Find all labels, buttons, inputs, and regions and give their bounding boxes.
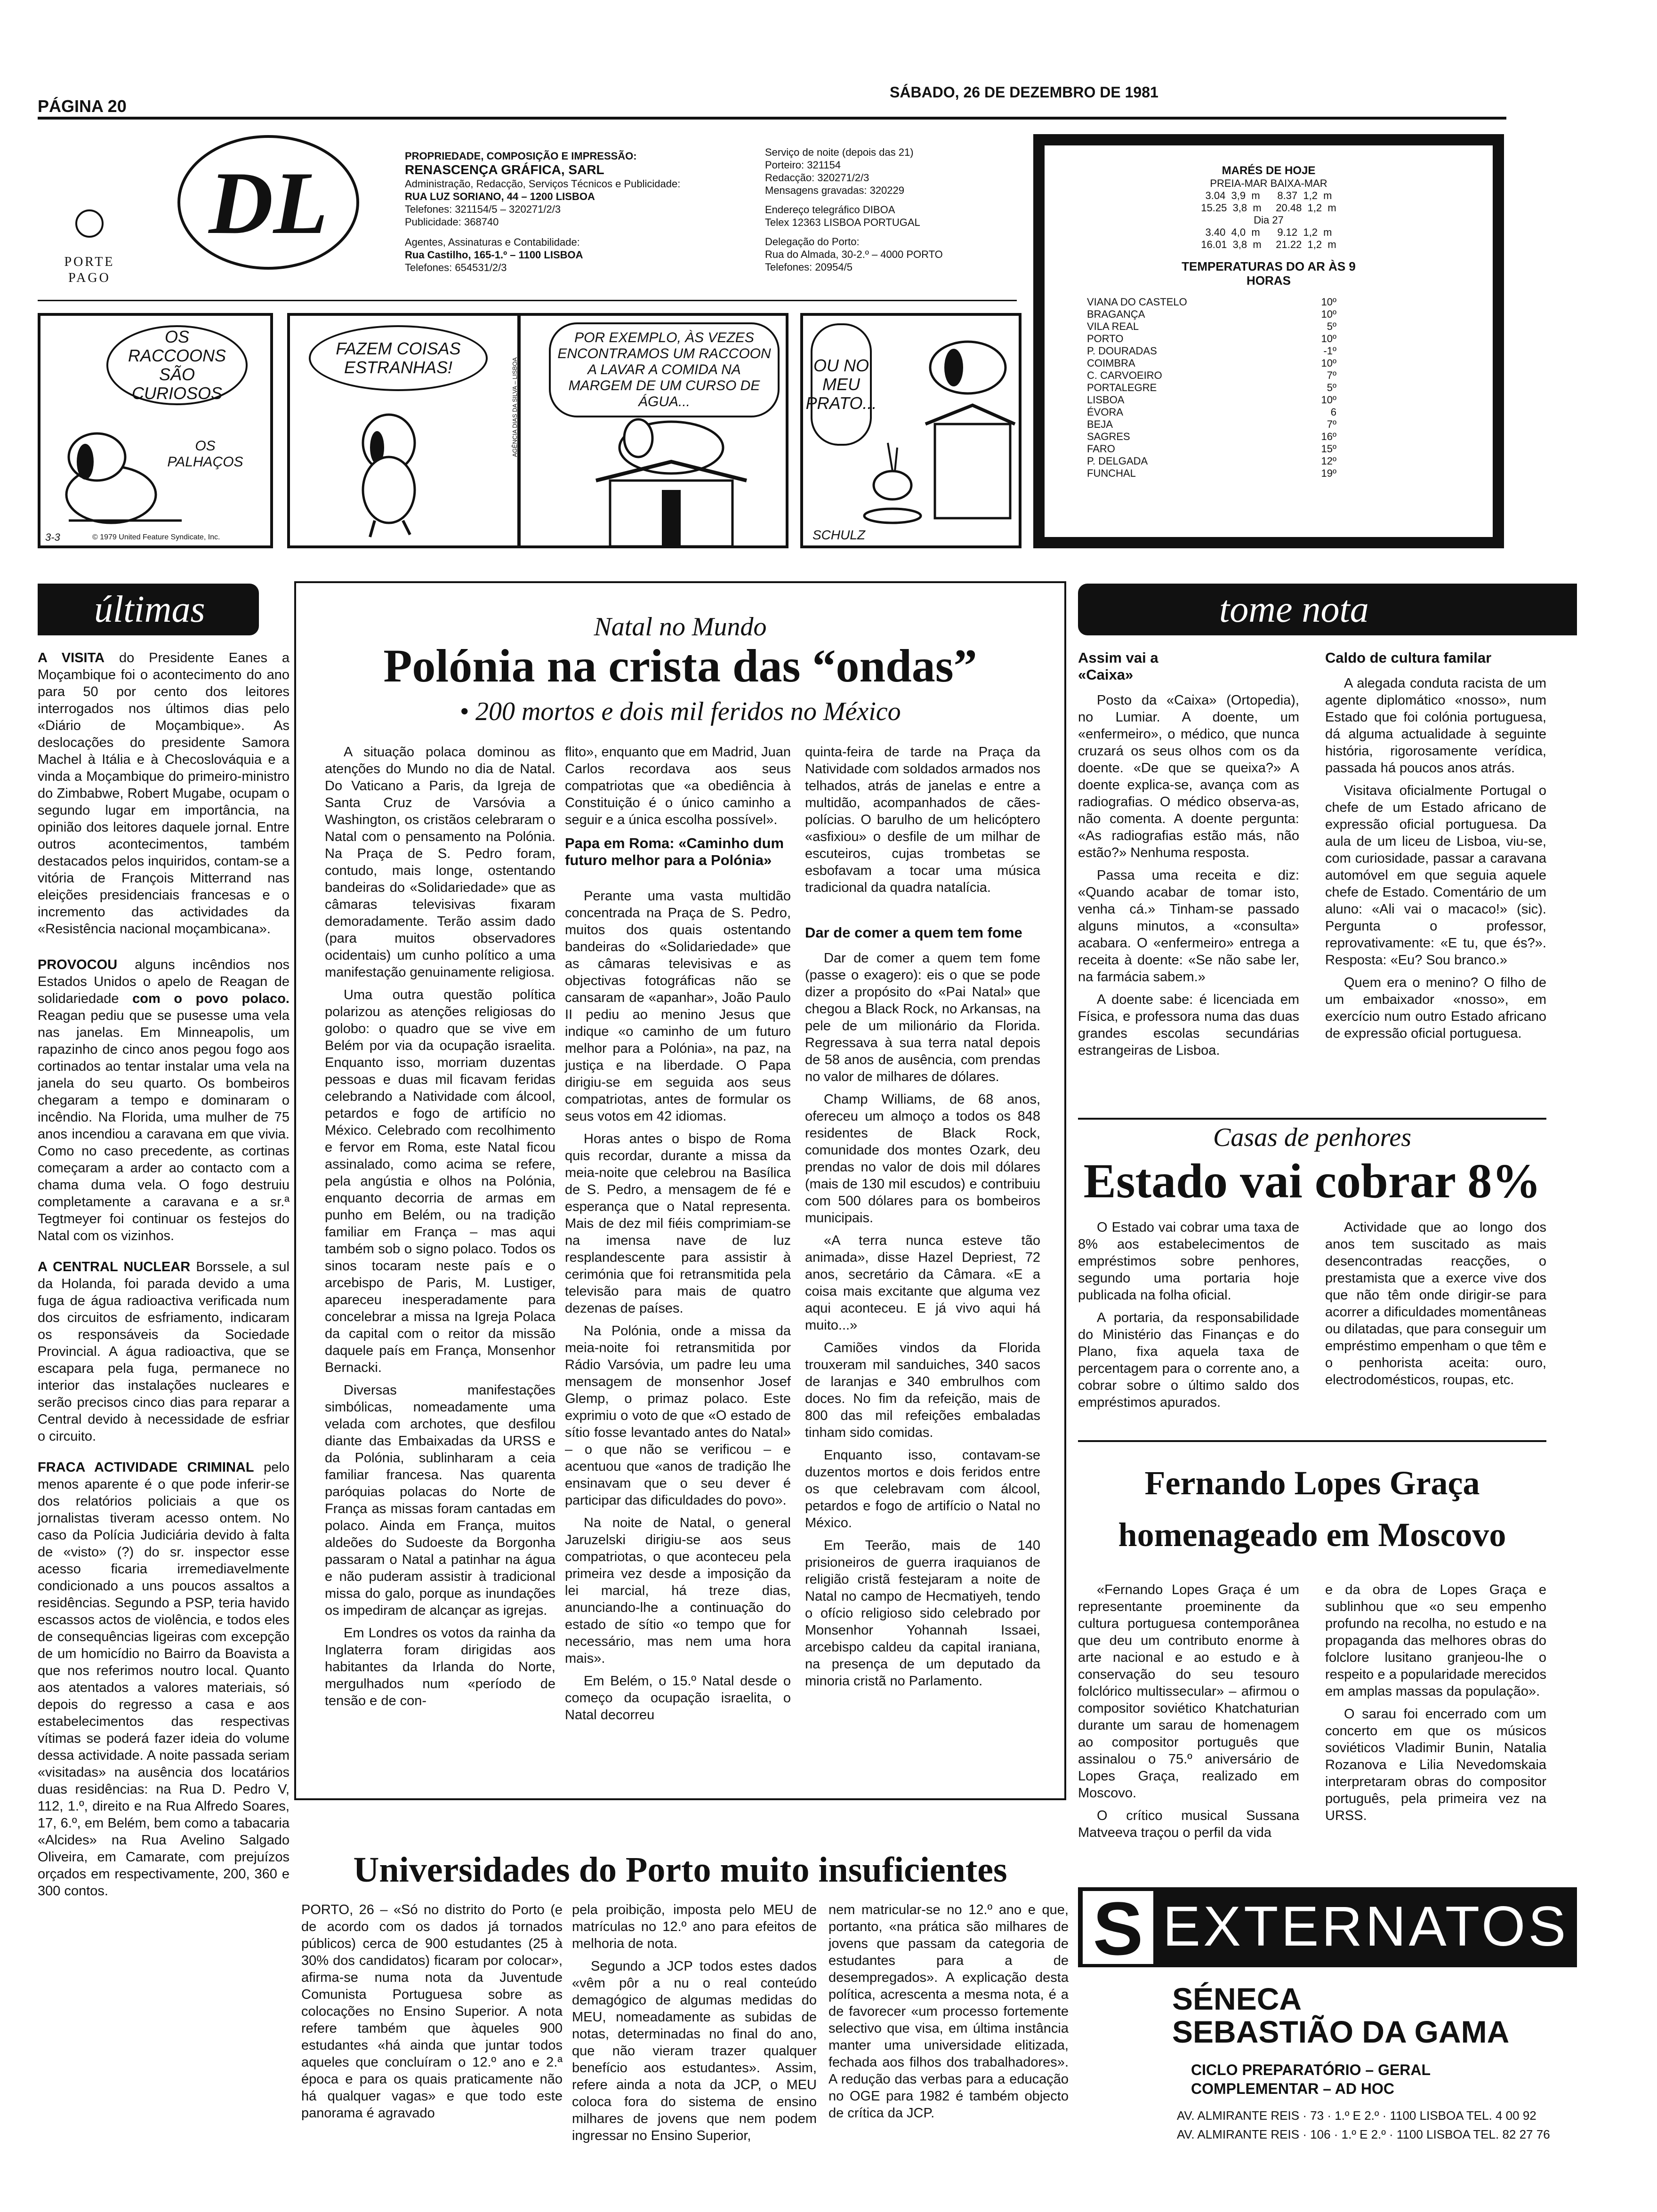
temp-value: 5º bbox=[1327, 321, 1336, 332]
porte-pago: PORTE PAGO bbox=[64, 255, 115, 285]
natal-c1-p2: Uma outra questão política polarizou as atenções religiosas do golobo: o quadro que se vive em Belém por via da ocupação israelita. Enquanto isso, morriam duzentas pessoas e duas mil ficavam feridas celebrando a Natividade com álcool, petardos e fogo de artifício no México. Celebrado com recolhimento e fervor em Roma, este Natal ficou assinalado, como acima se refere, pela angústia e olhos na Polónia, enquanto decorria de armas em punho em Belém, ou na tradição familiar em França – mas aqui também sob o signo polaco. Todos os sinos tocaram neste país e o arcebispo de Paris, M. Lustiger, apareceu inesperadamente para concelebrar a missa na Igreja Polaca da capital com o reitor da missão daquele país em França, Monsenhor Bernacki. bbox=[325, 987, 555, 1375]
temp-value: 5º bbox=[1327, 382, 1336, 393]
temp-city: FUNCHAL bbox=[1087, 467, 1136, 479]
comic-bubble-1b: OS PALHAÇOS bbox=[167, 438, 243, 470]
graca-headline-2: homenageado em Moscovo bbox=[1118, 1516, 1506, 1554]
natal-col-1 bbox=[325, 744, 555, 1715]
temp-city: ÉVORA bbox=[1087, 406, 1124, 418]
temp-city: P. DELGADA bbox=[1087, 455, 1148, 467]
porter-phone: Porteiro: 321154 bbox=[765, 159, 841, 171]
temp-row bbox=[1087, 418, 1336, 431]
temp-city: LISBOA bbox=[1087, 394, 1125, 406]
comic-code: 3-3 bbox=[45, 531, 60, 543]
temp-row bbox=[1087, 431, 1336, 443]
night-service: Serviço de noite (depois das 21) bbox=[765, 146, 914, 158]
univ-col-2 bbox=[572, 1901, 817, 2150]
admin-text: Administração, Redacção, Serviços Técnicos e Publicidade: bbox=[405, 178, 681, 190]
temp-row bbox=[1087, 455, 1336, 467]
temp-row bbox=[1087, 382, 1336, 394]
univ-c2-p2: Segundo a JCP todos estes dados «vêm pôr a nu o real conteúdo demagógico de algumas medidas do MEU, nomeadamente as subidas de notas, determinadas no final do ano, que não vieram trazer qualquer benefício aos estudantes». Assim, refere ainda a nota da JCP, o MEU coloca fora do sistema de ensino milhares de jovens que nem podem ingressar no Ensino Superior, bbox=[572, 1959, 817, 2143]
page-number: PÁGINA 20 bbox=[38, 96, 127, 116]
temp-value: 10º bbox=[1321, 333, 1336, 345]
temp-row bbox=[1087, 467, 1336, 480]
masthead-ownership bbox=[405, 150, 744, 274]
natal-c2-p3: Na Polónia, onde a missa da meia-noite foi retransmitida por Rádio Varsóvia, um padre leu uma mensagem de monsenhor Josef Glemp, o primaz polaco. Este exprimiu o voto de que «O estado de sítio fosse levantado antes do Natal» – o que não se verificou – e acentuou que «anos de tradição lhe ensinavam que o seu dever é participar das dificuldades do povo». bbox=[565, 1323, 791, 1508]
temps-title: TEMPERATURAS DO AR ÀS 9 HORAS bbox=[1182, 259, 1356, 288]
natal-c1-p1: A situação polaca dominou as atenções do Mundo no dia de Natal. Do Vaticano a Paris, da Igreja de Santa Cruz de Varsóvia a Washington, os cristãos celebraram o Natal com o pensamento na Polónia. Na Praça de S. Pedro foram, contudo, mais longe, ostentando bandeiras do «Solidariedade» que as câmaras televisivas fixaram demoradamente. Terão assim dado (para muitos observadores ocidentais) um cunho político a uma manifestação genuinamente religiosa. bbox=[325, 745, 555, 980]
tides-title: MARÉS DE HOJE bbox=[1222, 164, 1316, 177]
natal-kicker: Natal no Mundo bbox=[594, 612, 767, 641]
doghouse-icon bbox=[582, 410, 761, 546]
comic-panel-4 bbox=[800, 313, 1022, 548]
natal-c3-p4: Camiões vindos da Florida trouxeram mil sanduiches, 340 sacos de laranjas e 340 embrulhos com doces. No fim da refeição, mais de 800 das mil refeições embaladas tinham sido comidas. bbox=[805, 1340, 1040, 1440]
univ-col-3 bbox=[828, 1901, 1069, 2127]
natal-headline: Polónia na crista das “ondas” bbox=[383, 640, 977, 692]
natal-col-3 bbox=[805, 744, 1040, 1695]
temp-value: 10º bbox=[1321, 357, 1336, 369]
address-text: RUA LUZ SORIANO, 44 – 1200 LISBOA bbox=[405, 191, 595, 202]
tides-header: PREIA-MAR BAIXA-MAR bbox=[1210, 177, 1327, 189]
ultimas-column bbox=[38, 649, 290, 1905]
tome-nota-col-1 bbox=[1078, 649, 1299, 1065]
graca-c1-p1: «Fernando Lopes Graça é um representante proeminente da cultura portuguesa contemporânea que deu um contributo enorme à arte nacional e ao estudo e à conservação do seu tesouro folclórico multissecular» – afirmou o compositor soviético Khatchaturian durante um sarau de homenagem ao compositor português que assinalou o 75.º aniversário de Lopes Graça, realizado em Moscovo. bbox=[1078, 1582, 1299, 1801]
temp-city: PORTALEGRE bbox=[1087, 382, 1157, 393]
ad-address-2: AV. ALMIRANTE REIS · 106 · 1.º E 2.º · 1100 LISBOA TEL. 82 27 76 bbox=[1177, 2127, 1550, 2141]
temp-value: -1º bbox=[1323, 345, 1336, 357]
temp-city: BRAGANÇA bbox=[1087, 308, 1145, 320]
weather-inner bbox=[1045, 145, 1493, 537]
univ-c3-p1: nem matricular-se no 12.º ano e que, portanto, «na prática são milhares de jovens que passam da categoria de estudantes para a de desempregados». A explicação desta política, acrescenta a mesma nota, é a de favorecer «um processo fortemente selectivo que visa, em última instância manter uma universidade elitizada, fechada aos filhos dos trabalhadores». A redução das verbas para a educação no OGE para 1982 é também objecto de crítica da JCP. bbox=[828, 1902, 1069, 2121]
temp-city: VILA REAL bbox=[1087, 321, 1139, 332]
natal-c2-p1: Perante uma vasta multidão concentrada na Praça de S. Pedro, muitos dos quais ostentando bandeiras do «Solidariedade» que as câmaras televisivas e as objectivas fotográficas não se cansaram de «apanhar», João Paulo II pediu ao menino Jesus que indique «o caminho de um futuro melhor para a Polónia», na paz, na justiça e na liberdade. O Papa dirigiu-se em seguida aos seus compatriotas, antes de formular os seus votos em 42 idiomas. bbox=[565, 889, 791, 1124]
dl-logo bbox=[169, 132, 367, 273]
universidades-headline: Universidades do Porto muito insuficientes bbox=[353, 1850, 1007, 1890]
natal-c3-p2: Champ Williams, de 68 anos, ofereceu um almoço a todos os 848 residentes de Black Rock, comunidade dos montes Ozark, deu prendas no valor de dois mil dólares (mais de 130 mil escudos) e contribuiu com 500 dólares para os bombeiros municipais. bbox=[805, 1092, 1040, 1226]
graca-col-1 bbox=[1078, 1581, 1299, 1847]
porto-title: Delegação do Porto: bbox=[765, 236, 860, 248]
comic-credit: AGÊNCIA DIAS DA SILVA – LISBOA bbox=[511, 357, 518, 457]
penhores-rule-top bbox=[1078, 1118, 1546, 1120]
natal-c1-p3: Diversas manifestações simbólicas, nomeadamente uma velada com archotes, que desfilou diante das Embaixadas da URSS e da Polónia, sublinharam a ceia familiar francesa. Nas quarenta paróquias polacas do Norte de França as missas foram cantadas em polaco. Ainda em França, muitos aldeões do Sudoeste da Borgonha passaram o Natal a patinhar na água e não puderam assistir à tradicional missa do galo, porque as inundações os impediram de alcançar as igrejas. bbox=[325, 1383, 555, 1618]
temp-value: 6 bbox=[1330, 406, 1336, 418]
univ-c2-p1: pela proibição, imposta pelo MEU de matrículas no 12.º ano para efeitos de melhoria de nota. bbox=[572, 1902, 817, 1951]
s-logo-icon bbox=[1083, 1891, 1153, 1964]
natal-c2-p5: Em Belém, o 15.º Natal desde o começo da ocupação israelita, o Natal decorreu bbox=[565, 1674, 791, 1723]
graca-c2-p2: O sarau foi encerrado com um concerto em que os músicos soviéticos Vladimir Bunin, Natalia Rozanova e Lilia Nevedomskaia interpretaram obras do compositor português, pela primeira vez na URSS. bbox=[1325, 1707, 1546, 1823]
penhores-c1-p1: O Estado vai cobrar uma taxa de 8% aos estabelecimentos de empréstimos sobre penhores, segundo uma portaria hoje publicada na folha oficial. bbox=[1078, 1220, 1299, 1303]
snoopy-lying-icon bbox=[59, 424, 191, 532]
porto-phones: Telefones: 20954/5 bbox=[765, 261, 853, 273]
ad-name-1: SÉNECA bbox=[1172, 1981, 1302, 2016]
agents-text: Agentes, Assinaturas e Contabilidade: bbox=[405, 236, 580, 248]
temp-row bbox=[1087, 308, 1336, 321]
temp-row bbox=[1087, 345, 1336, 357]
natal-c1-p4: Em Londres os votos da rainha da Inglaterra foram dirigidas aos habitantes da Irlanda do Norte, mergulhados num «período de tensão e de con- bbox=[325, 1626, 555, 1708]
comic-copyright: © 1979 United Feature Syndicate, Inc. bbox=[92, 533, 220, 541]
masthead bbox=[38, 127, 1017, 301]
temp-city: P. DOURADAS bbox=[1087, 345, 1157, 357]
temp-city: VIANA DO CASTELO bbox=[1087, 296, 1187, 308]
company-name: RENASCENÇA GRÁFICA, SARL bbox=[405, 162, 604, 177]
ultimas-item-1: A VISITA do Presidente Eanes a Moçambique foi o acontecimento do ano para 50 por cento dos leitores interrogados nos últimos dias pelo «Diário de Moçambique». As deslocações do presidente Samora Machel à Itália e à Checoslováquia e a vinda a Moçambique do primeiro-ministro do Zimbabwe, Robert Mugabe, ocupam o segundo lugar em importância, na opinião dos leitores daquele jornal. Entre outros acontecimentos, também destacados pelos inquiridos, contam-se a vitória de François Mitterrand nas eleições presidenciais francesas e o incremento das actividades da «Resistência nacional moçambicana». bbox=[38, 650, 290, 937]
natal-c3-lead: quinta-feira de tarde na Praça da Natividade com soldados armados nos telhados, atrás de janelas e entre a multidão, acompanhados de cães-polícias. O barulho de um helicóptero «asfixiou» o desfile de um milhar de escuteiros, cujas trombetas se esbofavam a tocar uma música tradicional da quadra natalícia. bbox=[805, 745, 1040, 895]
weather-box bbox=[1033, 134, 1504, 548]
temp-value: 10º bbox=[1321, 394, 1336, 406]
page-date: SÁBADO, 26 DE DEZEMBRO DE 1981 bbox=[890, 84, 1158, 101]
temp-row bbox=[1087, 443, 1336, 455]
penhores-kicker: Casas de penhores bbox=[1213, 1123, 1411, 1152]
graca-headline-1: Fernando Lopes Graça bbox=[1144, 1464, 1480, 1502]
temp-city: C. CARVOEIRO bbox=[1087, 369, 1162, 381]
tide-row: 15.25 3,8 m 20.48 1,2 m bbox=[1201, 202, 1336, 214]
crest-icon bbox=[75, 209, 104, 238]
telegraph: Endereço telegráfico DIBOA bbox=[765, 204, 895, 216]
natal-c3-p5: Enquanto isso, contavam-se duzentos mortos e dois feridos entre os que celebravam com álcool, petardos e fogo de artifício o Natal no México. bbox=[805, 1448, 1040, 1531]
univ-c1-p1: PORTO, 26 – «Só no distrito do Porto (e de acordo com os dados já tornados públicos) cerca de 900 estudantes (25 à 30% dos candidatos) ficaram por colocar», afirma-se numa nota da Juventude Comunista Portuguesa sobre as colocações no Ensino Superior. A nota refere também que àqueles 900 estudantes «há ainda que juntar todos aqueles que concluíram o 12.º ano e 2.ª época e para os quais praticamente não há qualquer vagas» e que todo este panorama é agravado bbox=[301, 1902, 563, 2121]
recorded-phone: Mensagens gravadas: 320229 bbox=[765, 184, 904, 196]
tide-row: 3.40 4,0 m 9.12 1,2 m bbox=[1205, 226, 1332, 238]
temp-row bbox=[1087, 296, 1336, 308]
masthead-services bbox=[765, 146, 1010, 273]
comic-signature: SCHULZ bbox=[812, 528, 866, 542]
univ-col-1 bbox=[301, 1901, 563, 2127]
temp-city: PORTO bbox=[1087, 333, 1124, 345]
temp-city: FARO bbox=[1087, 443, 1115, 455]
temp-city: SAGRES bbox=[1087, 431, 1130, 442]
agents-address: Rua Castilho, 165-1.º – 1100 LISBOA bbox=[405, 249, 583, 261]
temp-value: 15º bbox=[1321, 443, 1336, 455]
caixa-p3: A doente sabe: é licenciada em Física, e professora numa das duas grandes escolas secundárias estrangeiras de Lisboa. bbox=[1078, 992, 1299, 1058]
temp-city: BEJA bbox=[1087, 418, 1113, 430]
phones-text: Telefones: 321154/5 – 320271/2/3 bbox=[405, 203, 561, 215]
caldo-p1: A alegada conduta racista de um agente diplomático «nosso», num Estado que foi colónia portuguesa, dá alguma actualidade à seguinte história, rigorosamente verídica, passada há poucos anos atrás. bbox=[1325, 676, 1546, 776]
graca-c2-p1: e da obra de Lopes Graça e sublinhou que «o seu empenho profundo na recolha, no estudo e na propaganda das melhores obras do folclore lusitano granjeou-lhe o respeito e a popularidade merecidos em amplas massas da população». bbox=[1325, 1582, 1546, 1699]
snoopy-woodstock-icon bbox=[860, 330, 1020, 528]
snoopy-walking-icon bbox=[318, 401, 459, 542]
externatos-brand: EXTERNATOS bbox=[1163, 1895, 1569, 1958]
tides-list bbox=[1045, 190, 1493, 251]
penhores-c2-p1: Actividade que ao longo dos anos tem suscitado as mais desencontradas reacções, o prestamista que a exerce vive dos que não têm onde dirigir-se para acorrer a dificuldades momentâneas ou dilatadas, que para conseguir um empréstimo empenham o que têm e o penhorista aceita: ouro, electrodomésticos, roupas, etc. bbox=[1325, 1220, 1546, 1387]
natal-col-2 bbox=[565, 744, 791, 1729]
temp-row bbox=[1087, 406, 1336, 418]
temp-value: 12º bbox=[1321, 455, 1336, 467]
temp-row bbox=[1087, 369, 1336, 382]
svg-text:DL: DL bbox=[209, 154, 328, 253]
caldo-title: Caldo de cultura familar bbox=[1325, 649, 1492, 666]
tide-row: Dia 27 bbox=[1254, 214, 1284, 226]
externatos-banner bbox=[1078, 1887, 1577, 1967]
comic-bubble-3: POR EXEMPLO, ÀS VEZES ENCONTRAMOS UM RACCOON A LAVAR A COMIDA NA MARGEM DE UM CURSO DE ÁGUA... bbox=[549, 322, 780, 417]
graca-col-2 bbox=[1325, 1581, 1546, 1830]
caixa-p1: Posto da «Caixa» (Ortopedia), no Lumiar. A doente, um «enfermeiro», o médico, que nunca cruzará os seus olhos com os da doente. «De que se queixa?» A doente explica-se, avança com as radiografias. O médico observa-as, não comenta. A doente pergunta: «As radiografias estão más, não estão?» Nenhuma resposta. bbox=[1078, 693, 1299, 860]
comic-panel-3 bbox=[511, 313, 788, 548]
penhores-col-2 bbox=[1325, 1219, 1546, 1394]
penhores-c1-p2: A portaria, da responsabilidade do Ministério das Finanças e do Plano, fixa aquela taxa de percentagem para o corrente ano, a cobrar sobre o último saldo dos empréstimos apurados. bbox=[1078, 1310, 1299, 1410]
penhores-rule-bottom bbox=[1078, 1440, 1546, 1442]
ultimas-item-2: PROVOCOU alguns incêndios nos Estados Unidos o apelo de Reagan de solidariedade com o povo polaco. Reagan pediu que se pusesse uma vela nas janelas. Em Minneapolis, um rapazinho de cinco anos pegou fogo aos cortinados ao tentar instalar uma vela na janela do seu quarto. Os bombeiros chegaram a tempo e dominaram o incêndio. Na Florida, uma mulher de 75 anos incendiou a caravana em que vivia. Como no caso precedente, as cortinas começaram a arder ao contacto com a chama duma vela. O fogo destruiu completamente a caravana e a sr.ª Tegtmeyer foi continuar os festejos do Natal com os vizinhos. bbox=[38, 957, 290, 1243]
header-rule bbox=[38, 117, 1506, 120]
temp-value: 7º bbox=[1327, 418, 1336, 430]
section-ultimas-tab: últimas bbox=[38, 584, 259, 635]
penhores-col-1 bbox=[1078, 1219, 1299, 1417]
tome-nota-col-2 bbox=[1325, 649, 1546, 1048]
temp-row bbox=[1087, 394, 1336, 406]
porto-address: Rua do Almada, 30-2.º – 4000 PORTO bbox=[765, 248, 943, 260]
caldo-p2: Visitava oficialmente Portugal o chefe de um Estado africano de expressão oficial portuguesa. Da aula de um liceu de Lisboa, viu-se, com curiosidade, passar a caravana automóvel em que seguia aquele chefe de Estado. Comentário de um aluno: «Ali vai o macaco!» (sic). Pergunta o professor, reprovativamente: «E tu, que és?». Resposta: «Eu? Sou branco.» bbox=[1325, 783, 1546, 968]
ads-text: Publicidade: 368740 bbox=[405, 216, 499, 228]
natal-c3-p1: Dar de comer a quem tem fome (passe o exagero): eis o que se pode dizer a propósito do «Pai Natal» que chegou a Black Rock, no Arkansas, na pele de um milionário da Florida. Regressava à sua terra natal depois de 58 anos de ausência, com prendas no valor de milhares de dólares. bbox=[805, 951, 1040, 1084]
newsroom-phone: Redacção: 320271/2/3 bbox=[765, 172, 869, 184]
agents-phones: Telefones: 654531/2/3 bbox=[405, 262, 507, 273]
ultimas-item-3: A CENTRAL NUCLEAR Borssele, a sul da Holanda, foi parada devido a uma fuga de água radioactiva verificada num dos circuitos de esfriamento, indicaram os responsáveis da Sociedade Provincial. A água radioactiva, que se escapara pela fuga, permanece no interior das instalações nucleares e serão precisos cinco dias para reparar a Central devido à necessidade de esfriar o circuito. bbox=[38, 1259, 290, 1444]
ultimas-item-4: FRACA ACTIVIDADE CRIMINAL pelo menos aparente é o que pode inferir-se dos relatórios policiais a que os jornalistas tiveram acesso ontem. No caso da Polícia Judiciária devido à falta de «visto» (?) do sr. inspector esse acesso ficaria irremediavelmente condicionado a uns poucos assaltos a residências. Segundo a PSP, teria havido escassos actos de violência, e todos eles de consequências ligeiras com excepção de um homicídio no Bairro da Boavista a que nos referimos noutro local. Quanto aos atentados a valores materiais, só depois do regresso a casa e aos estabelecimentos das respectivas vítimas se poderá fazer ideia do volume dessa actividade. A noite passada seriam «visitadas» na ausência dos locatários duas residências: na Rua D. Pedro V, 112, 1.º, direito e na Rua Alfredo Soares, 17, 6.º, em Belém, bem como a tabacaria «Alcides» na Rua Avelino Salgado Oliveira, em Camarate, com prejuízos orçados em respectivamente, 200, 360 e 300 contos. bbox=[38, 1460, 290, 1899]
caixa-p2: Passa uma receita e diz: «Quando acabar de tomar isto, venha cá.» Tinham-se passado alguns minutos, a «consulta» acabara. O «enfermeiro» entrega a receita à doente: «Se não sabe ler, na farmácia sabem.» bbox=[1078, 868, 1299, 985]
temp-city: COIMBRA bbox=[1087, 357, 1135, 369]
tide-row: 3.04 3,9 m 8.37 1,2 m bbox=[1205, 190, 1332, 201]
natal-c2-p2: Horas antes o bispo de Roma quis recordar, durante a missa da meia-noite que celebrou na Basílica de S. Pedro, a mensagem de fé e esperança que o Natal representa. Mais de dez mil fiéis comprimiam-se na imensa nave de luz resplandescente para assistir à cerimónia que foi retransmitida pela televisão para mais de quatro dezenas de países. bbox=[565, 1131, 791, 1316]
temp-value: 16º bbox=[1321, 431, 1336, 442]
temp-value: 10º bbox=[1321, 308, 1336, 320]
comic-bubble-2: FAZEM COISAS ESTRANHAS! bbox=[309, 325, 488, 391]
externatos-ad bbox=[1078, 1887, 1596, 2156]
svg-text:S: S bbox=[1093, 1891, 1143, 1964]
natal-c3-p3: «A terra nunca esteve tão animada», disse Hazel Depriest, 72 anos, secretário da Câmara. «E a coisa mais excitante que alguma vez aqui aconteceu. E já vivo aqui há muito...» bbox=[805, 1233, 1040, 1333]
temp-row bbox=[1087, 357, 1336, 369]
tide-row: 16.01 3,8 m 21.22 1,2 m bbox=[1201, 239, 1336, 250]
natal-subtitle: • 200 mortos e dois mil feridos no México bbox=[459, 697, 901, 726]
temp-row bbox=[1087, 333, 1336, 345]
natal-c2-subhead: Papa em Roma: «Caminho dum futuro melhor para a Polónia» bbox=[565, 835, 784, 868]
telex: Telex 12363 LISBOA PORTUGAL bbox=[765, 216, 920, 228]
section-tome-nota-tab: tome nota bbox=[1078, 584, 1577, 635]
temps-list bbox=[1087, 296, 1336, 480]
natal-c3-p6: Em Teerão, mais de 140 prisioneiros de guerra iraquianos de religião cristã festejaram a noite de Natal no campo de Hecmatiyeh, tendo o ofício religioso sido celebrado por Monsenhor Yohannah Issaei, arcebispo caldeu da capital iraniana, na presença de um deputado da minoria cristã no Parlamento. bbox=[805, 1538, 1040, 1689]
comic-bubble-4: OU NO MEU PRATO... bbox=[811, 323, 872, 446]
natal-c3-subhead: Dar de comer a quem tem fome bbox=[805, 924, 1022, 941]
temp-value: 7º bbox=[1327, 369, 1336, 381]
caldo-p3: Quem era o menino? O filho de um embaixador «nosso», em exercício num outro Estado africano de expressão oficial portuguesa. bbox=[1325, 975, 1546, 1041]
temp-value: 19º bbox=[1321, 467, 1336, 479]
ad-line-1: CICLO PREPARATÓRIO – GERAL bbox=[1191, 2061, 1431, 2078]
caixa-title: Assim vai a «Caixa» bbox=[1078, 649, 1158, 683]
temp-value: 10º bbox=[1321, 296, 1336, 308]
penhores-headline: Estado vai cobrar 8% bbox=[1083, 1154, 1541, 1208]
ownership-title: PROPRIEDADE, COMPOSIÇÃO E IMPRESSÃO: bbox=[405, 150, 637, 162]
comic-panel-1 bbox=[38, 313, 273, 548]
ad-name-2: SEBASTIÃO DA GAMA bbox=[1172, 2014, 1510, 2049]
natal-c2-lead: flito», enquanto que em Madrid, Juan Carlos recordava aos seus compatriotas que «a obediência à Constituição é o único caminho a seguir e a única escolha possível». bbox=[565, 745, 791, 827]
natal-c2-p4: Na noite de Natal, o general Jaruzelski dirigiu-se aos seus compatriotas, o que aconteceu pela primeira vez desde a imposição da lei marcial, há treze dias, anunciando-lhe a continuação do estado de sítio «o tempo que for necessário, mas nem uma hora mais». bbox=[565, 1515, 791, 1666]
comic-bubble-1: OS RACCOONS SÃO CURIOSOS bbox=[106, 325, 248, 405]
graca-c1-p2: O crítico musical Sussana Matveeva traçou o perfil da vida bbox=[1078, 1808, 1299, 1840]
comic-panel-2 bbox=[287, 313, 520, 548]
ad-line-2: COMPLEMENTAR – AD HOC bbox=[1191, 2080, 1394, 2097]
temp-row bbox=[1087, 321, 1336, 333]
ad-address-1: AV. ALMIRANTE REIS · 73 · 1.º E 2.º · 1100 LISBOA TEL. 4 00 92 bbox=[1177, 2108, 1536, 2123]
